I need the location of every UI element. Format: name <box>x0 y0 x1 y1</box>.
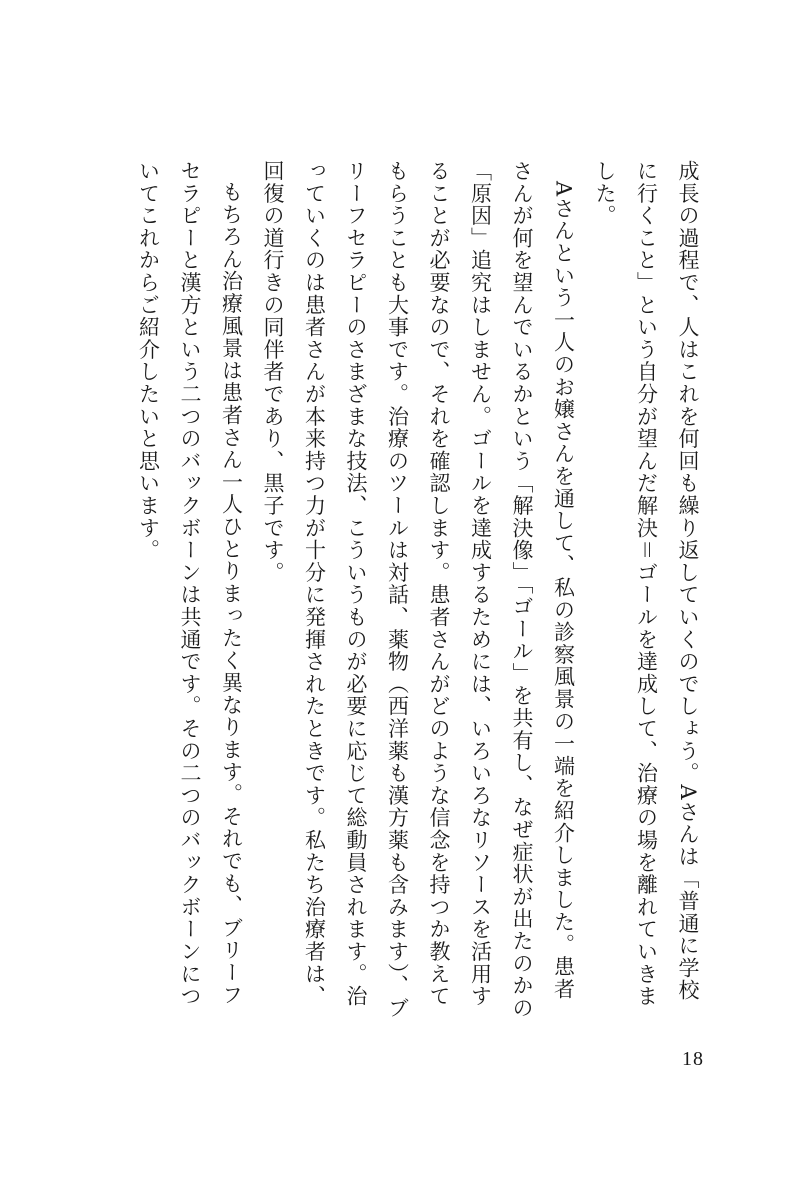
page-number: 18 <box>682 1048 704 1070</box>
body-text <box>127 160 708 1020</box>
paragraph-1: 成長の過程で、人はこれを何回も繰り返していくのでしょう。Aさんは「普通に学校に行くこと」という自分が望んだ解決＝ゴールを達成して、治療の場を離れていきました。 <box>593 160 700 1008</box>
paragraph-2: Aさんという一人のお嬢さんを通して、私の診察風景の一端を紹介しました。患者さんが何を望んでいるかという「解決像」「ゴール」を共有し、なぜ症状が出たのかの「原因」追究はしません。ゴールを達成するためには、いろいろなリソースを活用することが必要なので、それを確認します。患者さんがどのような信念を持つか教えてもらうことも大事です。治療のツールは対話、薬物（西洋薬も漢方薬も含みます）、ブリーフセラピーのさまざまな技法、こういうものが必要に応じて総動員されます。治っていくのは患者さんが本来持つ力が十分に発揮されたときです。私たち治療者は、回復の道行きの同伴者であり、黒子です。 <box>261 160 576 1020</box>
paragraph-3: もちろん治療風景は患者さん一人ひとりまったく異なります。それでも、ブリーフセラピーと漢方という二つのバックボーンは共通です。その二つのバックボーンについてこれからご紹介したいと思います。 <box>136 160 244 1008</box>
